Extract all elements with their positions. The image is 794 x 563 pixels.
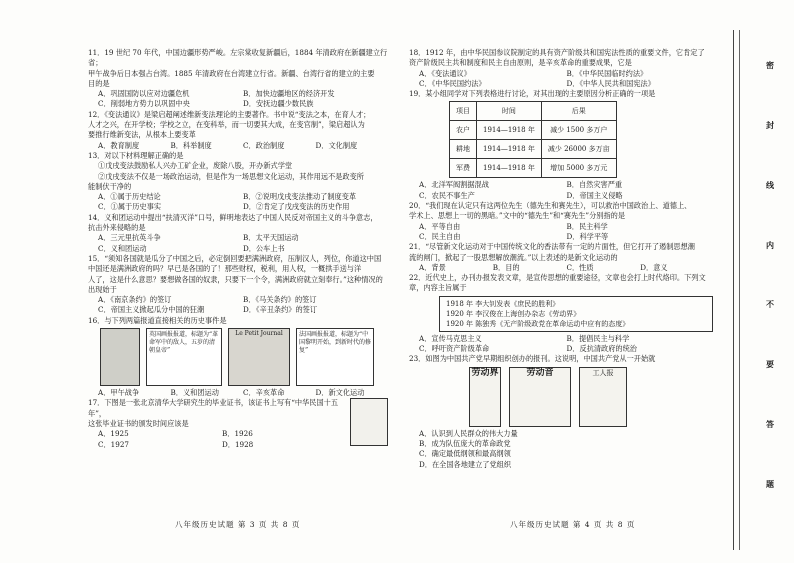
q14-option-a: A．三元里抗英斗争 <box>98 233 161 243</box>
q21-option-d: D．意义 <box>640 262 668 272</box>
q15-stem: 出现始于 <box>88 284 117 294</box>
q13-material: ②戊戌变法不仅是一场政治运动，但是作为一场思想文化运动，其作用远不是政变所 <box>98 171 364 181</box>
seal-char: 线 <box>766 179 774 190</box>
table-cell: 军费 <box>450 159 477 178</box>
q19-option-a: A．北洋军阀割据混战 <box>419 180 489 190</box>
table-row <box>450 121 617 140</box>
q18-option-c: C．《中华民国约法》 <box>419 78 486 88</box>
table-row <box>450 159 617 178</box>
q13-option-a: A．①属于历史结论 <box>98 192 161 202</box>
newspaper-laodongjie <box>469 367 501 427</box>
q11-stem: 甲午战争后日本强占台湾。1885 年清政府在台湾建立行省。新疆、台湾行省的建立的主要 <box>88 68 375 78</box>
right-column <box>409 48 714 470</box>
q12-stem: 要推行维新变法，从根本上要变革 <box>88 130 196 140</box>
q15-stem: 人了，这是什么意思？要想做各国的奴隶，只要下一个令，满洲政府就立刻奉行。”这种情况的 <box>88 274 383 284</box>
q13-option-b: B．②说明戊戌变法推动了制度变革 <box>243 192 357 202</box>
q13-material: ①戊戌变法鼓励私人兴办工矿企业，废除八股，开办新式学堂 <box>98 161 293 171</box>
newspaper-laodongyin <box>509 367 571 427</box>
q18-option-b: B．《中华民国临时约法》 <box>566 68 648 78</box>
newspaper-title: 劳动界 <box>471 367 499 378</box>
q17-stem: 这张毕业证书的颁发时间应该是 <box>88 418 189 428</box>
q23-option-d: D．在全国各地建立了党组织 <box>419 459 512 469</box>
q23-option-c: C．确定最低纲领和最高纲领 <box>419 449 511 459</box>
table-cell: 农户 <box>450 121 477 140</box>
q11-stem: 目的是 <box>88 78 110 88</box>
newspaper-title: 劳动音 <box>526 367 554 378</box>
q18-option-d: D．《中华人民共和国宪法》 <box>566 78 655 88</box>
newspaper-title: 工人报 <box>592 368 614 377</box>
q22-option-b: B．提倡民主与科学 <box>566 333 630 343</box>
q16-option-a: A．甲午战争 <box>98 388 140 398</box>
seal-line-inner <box>739 30 740 550</box>
q11-option-d: D．安抚边疆少数民族 <box>243 99 314 109</box>
q12-stem: 人才之兴，在开学校；学校之立，在变科举，而一切要其大成，在变官制”，梁启超认为 <box>88 120 365 130</box>
table-cell: 1914—1918 年 <box>477 121 542 140</box>
q17-option-b: B．1926 <box>222 429 253 439</box>
seal-char: 内 <box>766 239 774 250</box>
table-header: 项目 <box>450 102 477 121</box>
q17-stem: 17．下图是一张北京清华大学研究生的毕业证书，该证书上写有“中华民国十五年”， <box>88 398 339 418</box>
q16-stem: 16．与下列两篇报道直接相关的历史事件是 <box>88 315 227 325</box>
seal-char: 要 <box>766 359 774 370</box>
q14-option-c: C．义和团运动 <box>98 243 147 253</box>
q21-stem: 流的闸门，掀起了一股思想解放潮流。”以上表述的是新文化运动的 <box>409 252 618 262</box>
table-cell: 增加 5000 多万元 <box>541 159 616 178</box>
q13-option-c: C．①属于历史事实 <box>98 202 162 212</box>
q23-images <box>469 367 714 427</box>
q11-option-a: A．巩固国防以应对边疆危机 <box>98 89 190 99</box>
seal-char: 题 <box>766 478 774 489</box>
q20-stem: 20．“我们现在认定只有这两位先生（德先生和赛先生），可以救治中国政治上、道德上、 <box>409 201 692 211</box>
table-header: 后果 <box>541 102 616 121</box>
q13-material: 能制伏干净的 <box>88 181 132 191</box>
q19-option-c: C．农民不事生产 <box>419 190 475 200</box>
seal-line-notice <box>763 60 777 490</box>
q22-option-d: D．反抗清政府的统治 <box>566 344 637 354</box>
q18-stem: 18．1912 年，由中华民国参议院制定的具有资产阶级共和国宪法性质的重要文件，它肯定了 <box>409 48 705 57</box>
q13-option-d: D．②肯定了戊戌变法的历史作用 <box>243 202 350 212</box>
q12-stem: 12．《变法通议》是梁启超阐述维新变法理论的主要著作。书中说“变法之本，在育人才； <box>88 109 371 119</box>
q22-option-c: C．呼吁资产阶级革命 <box>419 344 490 354</box>
q23-option-b: B．成为队伍庞大的革命政党 <box>419 438 511 448</box>
q12-option-a: A．教育制度 <box>98 140 140 150</box>
news-clipping-2: 法国画报报道，标题为“中国黎明开始，到新时代的修复” <box>296 328 374 386</box>
q17-option-a: A．1925 <box>98 429 129 439</box>
q20-option-a: A．平等自由 <box>419 221 461 231</box>
newspaper-gongren <box>579 367 627 427</box>
table-cell: 减少 1500 多万户 <box>541 121 616 140</box>
q16-images <box>100 328 388 386</box>
q15-stem: 15．“须知各国就是瓜分了中国之后，必定倒回要把满洲政府，压制汉人，列位，你道这中国 <box>88 253 382 263</box>
q21-option-a: A．背景 <box>419 262 446 272</box>
q21-stem: 21．“尽管新文化运动对于中国传统文化的香法带有一定的片面性，但它打开了遏制思想潮 <box>409 242 695 252</box>
left-column <box>88 48 388 450</box>
q13-stem: 13．对以下材料理解正确的是 <box>88 150 184 160</box>
seal-char: 不 <box>766 299 774 310</box>
seal-char: 答 <box>766 419 774 430</box>
seal-char: 封 <box>766 119 774 130</box>
q22-stem: 章，内容主旨属于 <box>409 283 467 293</box>
seal-char: 密 <box>766 60 774 70</box>
list-item: 1920 年 李汉俊在上海创办杂志《劳动界》 <box>446 309 581 318</box>
q14-option-b: B．太平天国运动 <box>243 233 299 243</box>
q15-option-b: B．《马关条约》的签订 <box>243 295 317 305</box>
q14-stem: 14．义和团运动中提出“扶清灭洋”口号，鲜明地表达了中国人民反对帝国主义的斗争意志， <box>88 212 378 222</box>
q21-option-b: B．目的 <box>492 262 520 272</box>
table-cell: 减少 26000 多万亩 <box>541 140 616 159</box>
q16-option-c: C．辛亥革命 <box>243 388 285 398</box>
q17-option-d: D．1928 <box>222 439 254 449</box>
q15-option-a: A．《南京条约》的签订 <box>98 295 172 305</box>
q23-option-a: A．认识到人民群众的伟大力量 <box>419 428 518 438</box>
q12-option-d: D．文化制度 <box>315 140 358 150</box>
q22-option-a: A．宣传马克思主义 <box>419 333 482 343</box>
q12-option-c: C．政治制度 <box>243 140 285 150</box>
list-item: 1918 年 李大钊发表《庶民的胜利》 <box>446 299 560 308</box>
page-footer-right: 八年级历史试题 第 4 页 共 8 页 <box>510 520 636 529</box>
q15-option-c: C．帝国主义掀起瓜分中国的狂潮 <box>98 305 205 315</box>
diploma-image <box>350 398 388 446</box>
q20-option-d: D．科学平等 <box>566 231 609 241</box>
q11-option-c: C．削弱地方势力以巩固中央 <box>98 99 190 109</box>
q18-option-a: A．《变法通议》 <box>419 68 471 78</box>
page-footer-left: 八年级历史试题 第 3 页 共 8 页 <box>175 520 301 529</box>
q14-stem: 抗击外来侵略的是 <box>88 223 146 233</box>
seal-line <box>733 30 734 550</box>
news-clipping-1: 英国画报报道，标题为“革命军中的敌人，五岁的清朝皇帝” <box>146 328 222 386</box>
q19-stem: 19．某小组同学对下列表格进行讨论，对其出现的主要原因分析正确的一项是 <box>409 89 656 99</box>
q16-option-b: B．义和团运动 <box>170 388 219 398</box>
table-header: 时间 <box>477 102 542 121</box>
news-title: Le Petit Journal <box>235 330 283 338</box>
table-cell: 1914—1918 年 <box>477 140 542 159</box>
table-cell: 1914—1918 年 <box>477 159 542 178</box>
q11-option-b: B．加快边疆地区的经济开发 <box>243 89 335 99</box>
q11-stem: 11．19 世纪 70 年代，中国边疆形势严峻。左宗棠收复新疆后，1884 年清政府在新疆建立行省； <box>88 48 388 68</box>
q12-option-b: B．科举制度 <box>170 140 212 150</box>
list-item: 1920 年 陈独秀《无产阶级政党在革命运动中应有的态度》 <box>446 319 630 328</box>
q15-option-d: D．《辛丑条约》的签订 <box>243 305 318 315</box>
q19-table <box>449 101 617 178</box>
q20-stem: 学术上、思想上一切的黑暗。”文中的“德先生”和“赛先生”分别指的是 <box>409 211 626 221</box>
q17-option-c: C．1927 <box>98 439 129 449</box>
q19-option-d: D．帝国主义侵略 <box>566 190 623 200</box>
q15-stem: 中国还是满洲政府的吗？早已是各国的了！那些财权，税利，用人权，一概拱手送与洋 <box>88 264 362 274</box>
q21-option-c: C．性质 <box>566 262 594 272</box>
q19-option-b: B．自然灾害严重 <box>566 180 623 190</box>
q16-option-d: D．新文化运动 <box>315 388 365 398</box>
q18-stem: 资产阶级民主共和制度和民主自由原则，是辛亥革命的重要成果，它是 <box>409 58 632 68</box>
q23-stem: 23．如图为中国共产党早期组织创办的报刊。这说明，中国共产党从一开始就 <box>409 354 656 364</box>
table-cell: 耕地 <box>450 140 477 159</box>
table-row <box>450 140 617 159</box>
q22-stem: 22．近代史上，办刊办报发表文章，是宣传思想的重要途径，文章也会打上时代烙印。下列文 <box>409 273 706 283</box>
photo-emperor <box>100 328 140 386</box>
q22-list <box>439 296 713 332</box>
q14-option-d: D．公车上书 <box>243 243 285 253</box>
q20-option-c: C．民主自由 <box>419 231 461 241</box>
q20-option-b: B．民主科学 <box>566 221 608 231</box>
news-photo-petit-journal <box>228 328 290 386</box>
